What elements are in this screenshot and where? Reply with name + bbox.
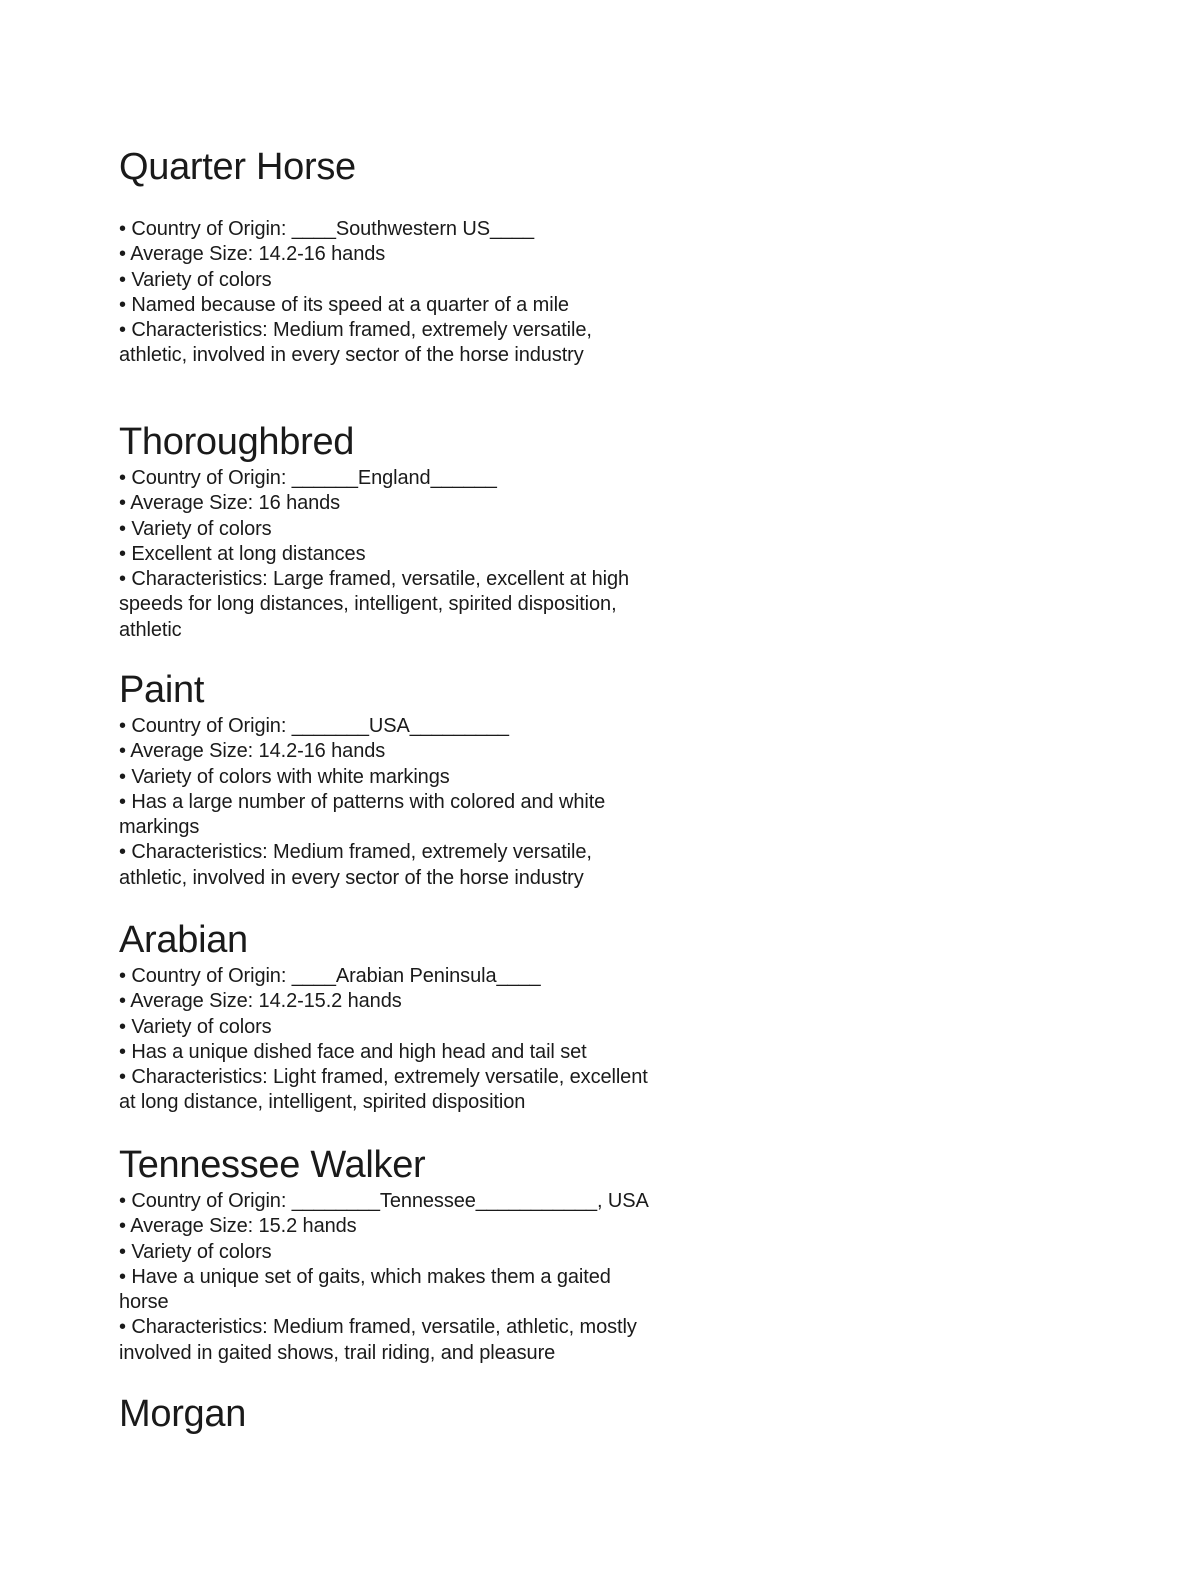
size-line: • Average Size: 16 hands <box>119 492 341 515</box>
characteristics-line: • Characteristics: Large framed, versatile, excellent at high <box>119 568 630 591</box>
fact-line: • Has a large number of patterns with colored and white <box>119 790 606 813</box>
breed-section-morgan <box>119 1394 739 1434</box>
characteristics-line-cont: involved in gaited shows, trail riding, and pleasure <box>119 1341 556 1364</box>
characteristics-line-cont: speeds for long distances, intelligent, spirited disposition, <box>119 593 617 616</box>
color-line: • Variety of colors <box>119 517 272 540</box>
breed-section-arabian <box>119 920 739 1116</box>
breed-title: Quarter Horse <box>119 146 356 188</box>
fact-line: • Has a unique dished face and high head and tail set <box>119 1040 587 1063</box>
color-line: • Variety of colors <box>119 268 272 291</box>
breed-title: Thoroughbred <box>119 421 355 463</box>
origin-line: • Country of Origin: _______USA_________ <box>119 715 509 737</box>
characteristics-line: • Characteristics: Light framed, extremely versatile, excellent <box>119 1066 648 1089</box>
characteristics-line: • Characteristics: Medium framed, versatile, athletic, mostly <box>119 1316 637 1339</box>
breed-title: Arabian <box>119 919 248 961</box>
breed-section-paint <box>119 670 739 891</box>
breed-title: Tennessee Walker <box>119 1144 426 1186</box>
fact-line: • Have a unique set of gaits, which makes them a gaited <box>119 1265 611 1288</box>
fact-line-cont: markings <box>119 816 200 839</box>
size-line: • Average Size: 15.2 hands <box>119 1215 357 1238</box>
fact-line: • Excellent at long distances <box>119 542 366 565</box>
origin-line: • Country of Origin: ____Arabian Peninsula____ <box>119 965 541 987</box>
characteristics-line: • Characteristics: Medium framed, extremely versatile, <box>119 841 592 864</box>
origin-line: • Country of Origin: ____Southwestern US____ <box>119 218 535 240</box>
characteristics-line-cont: at long distance, intelligent, spirited disposition <box>119 1091 526 1114</box>
size-line: • Average Size: 14.2-16 hands <box>119 243 386 266</box>
breed-section-thoroughbred <box>119 422 739 643</box>
breed-title: Morgan <box>119 1393 247 1435</box>
fact-line-cont: horse <box>119 1291 169 1314</box>
size-line: • Average Size: 14.2-15.2 hands <box>119 990 402 1013</box>
color-line: • Variety of colors with white markings <box>119 765 450 788</box>
size-line: • Average Size: 14.2-16 hands <box>119 740 386 763</box>
origin-line: • Country of Origin: ______England______ <box>119 467 497 489</box>
fact-line: • Named because of its speed at a quarter of a mile <box>119 293 569 316</box>
origin-line: • Country of Origin: ________Tennessee___________, USA <box>119 1190 649 1212</box>
color-line: • Variety of colors <box>119 1240 272 1263</box>
characteristics-line-cont: athletic <box>119 618 182 641</box>
breed-section-tennessee-walker <box>119 1145 739 1366</box>
characteristics-line-cont: athletic, involved in every sector of the horse industry <box>119 344 584 367</box>
breed-title: Paint <box>119 669 205 711</box>
characteristics-line-cont: athletic, involved in every sector of the horse industry <box>119 866 584 889</box>
color-line: • Variety of colors <box>119 1015 272 1038</box>
characteristics-line: • Characteristics: Medium framed, extremely versatile, <box>119 319 592 342</box>
breed-section-quarter-horse <box>119 147 739 369</box>
